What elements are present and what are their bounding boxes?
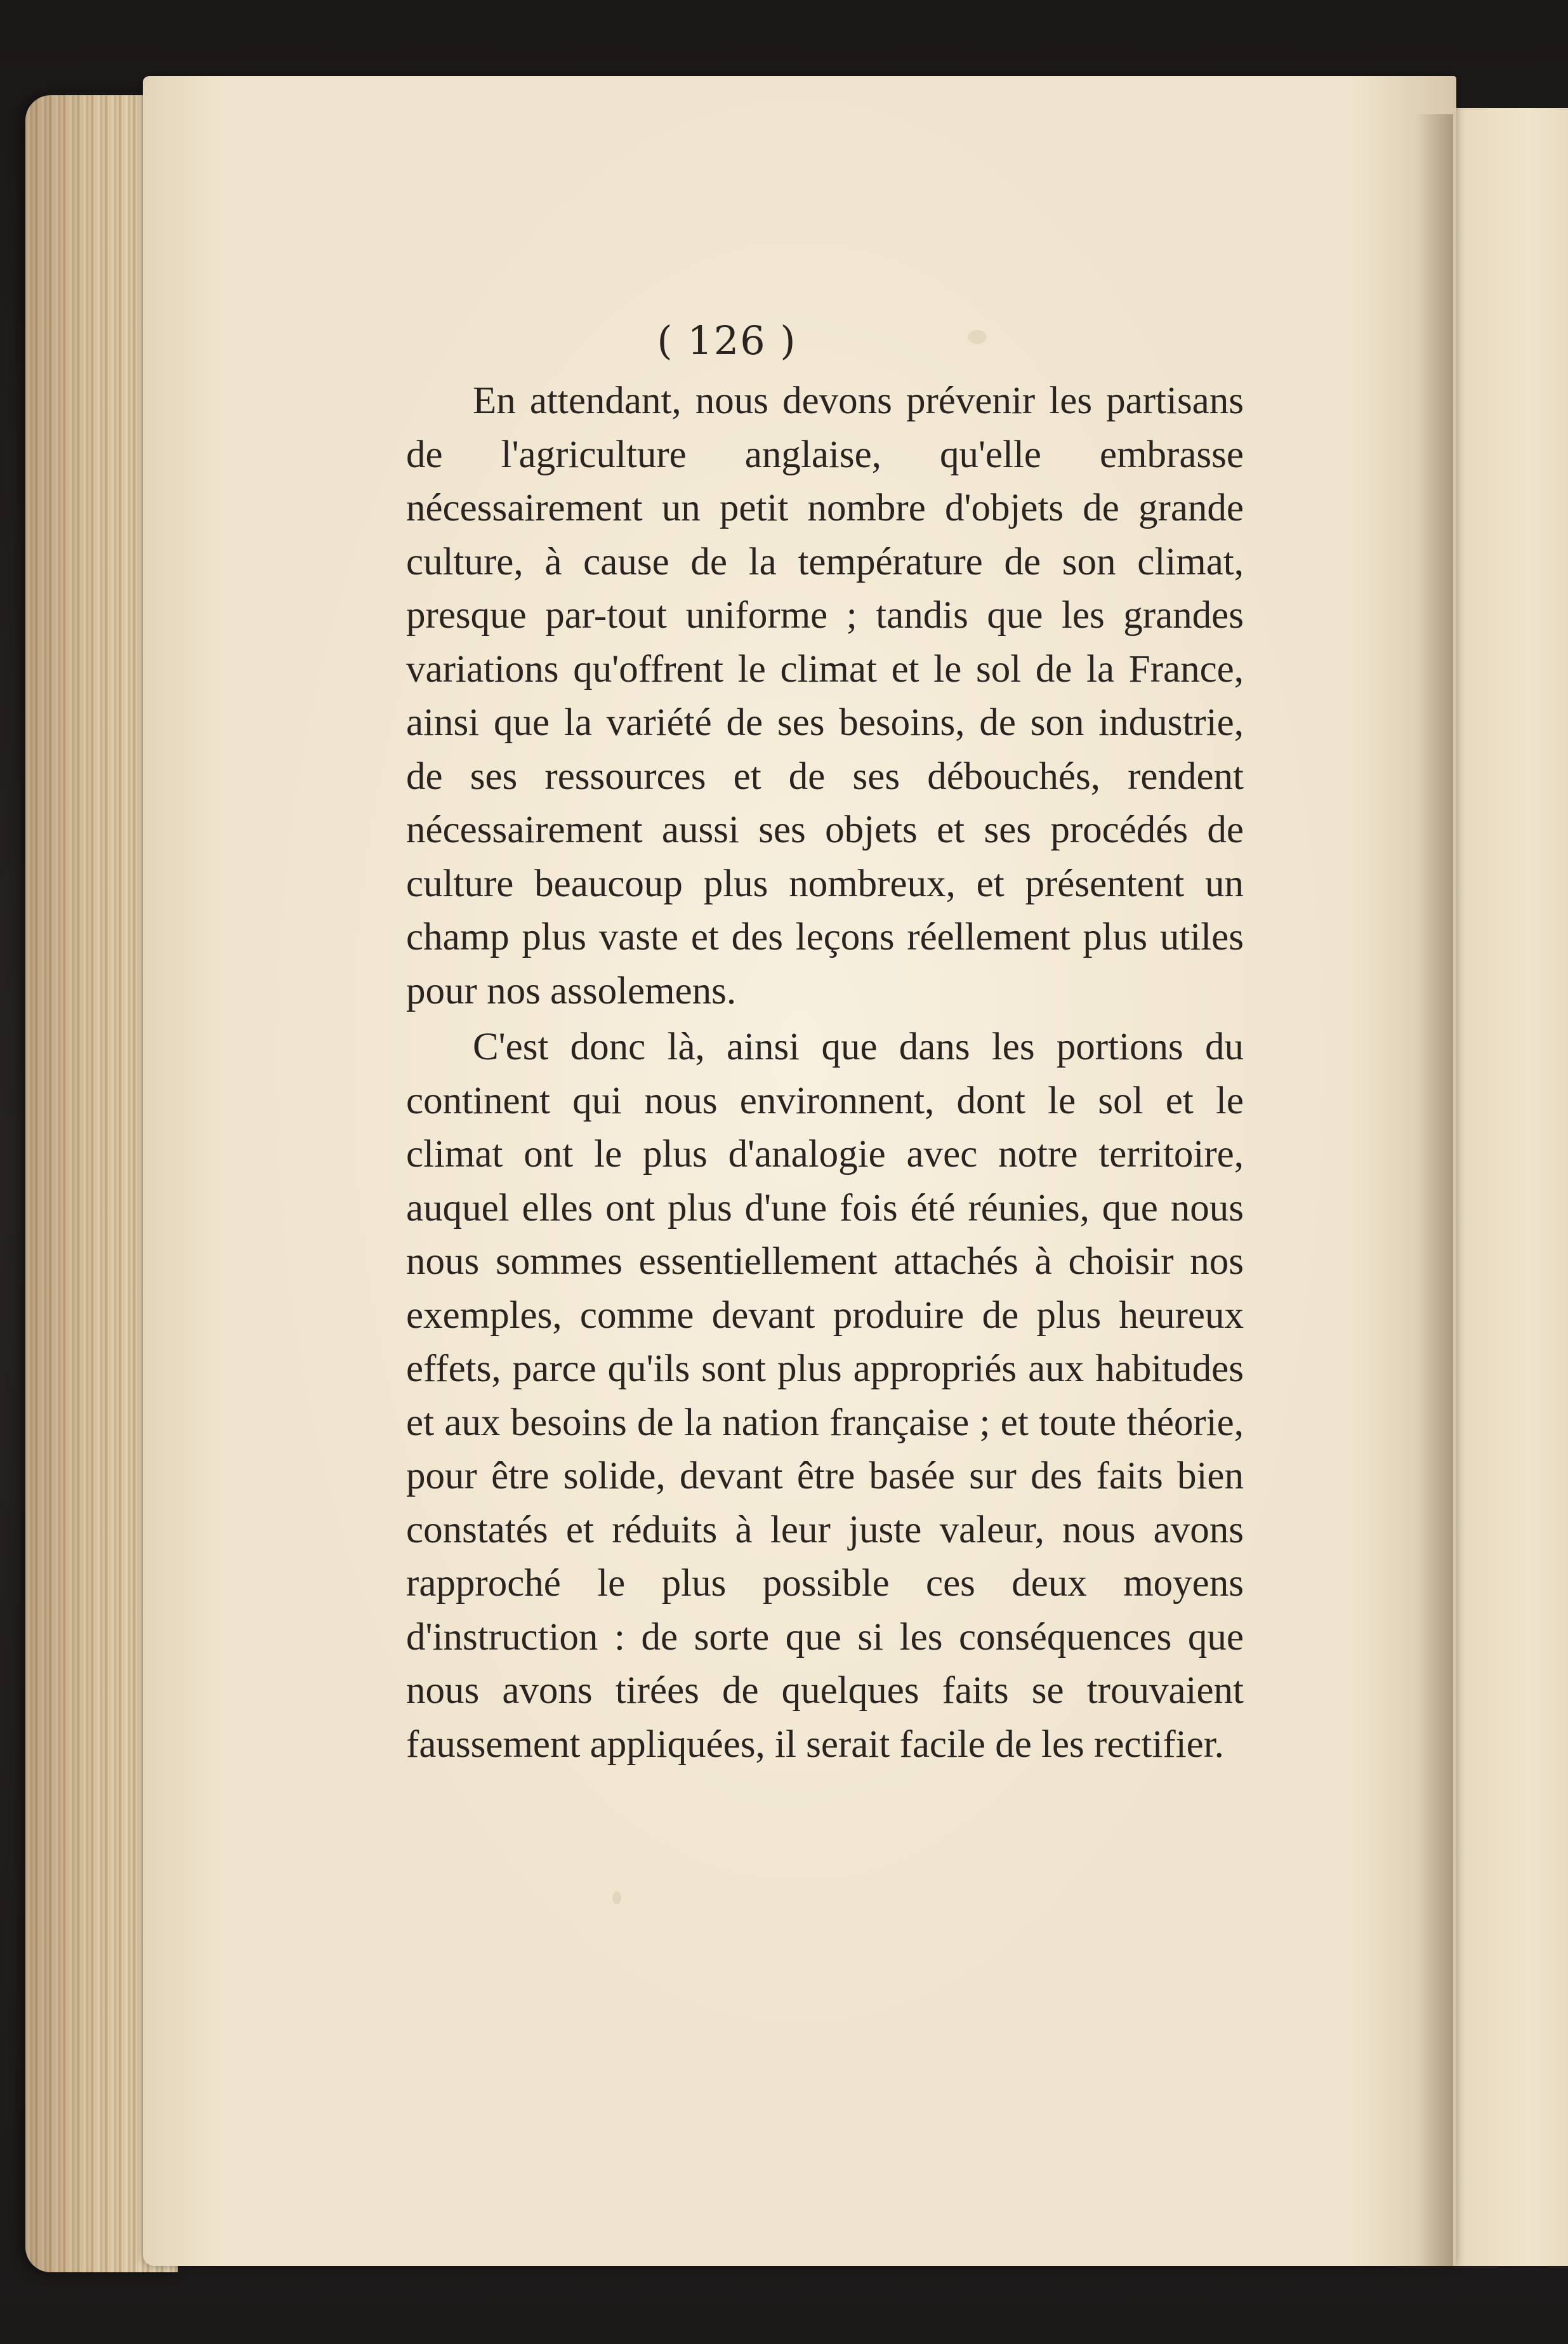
body-text — [406, 374, 1244, 1771]
paragraph: En attendant, nous devons prévenir les partisans de l'agriculture anglaise, qu'elle embrasse nécessairement un petit nombre d'objets de grande culture, à cause de la température de son climat, presque par-tout uniforme ; tandis que les grandes variations qu'offrent le climat et le sol de la France, ainsi que la variété de ses besoins, de son industrie, de ses ressources et de ses débouchés, rendent nécessairement aussi ses objets et ses procédés de culture beaucoup plus nombreux, et présentent un champ plus vaste et des leçons réellement plus utiles pour nos assolemens. — [406, 380, 1244, 1012]
paragraph: C'est donc là, ainsi que dans les portions du continent qui nous environnent, dont le sol et le climat ont le plus d'analogie avec notre territoire, auquel elles ont plus d'une fois été réunies, que nous nous sommes essentiellement attachés à choisir nos exemples, comme devant produire de plus heureux effets, parce qu'ils sont plus appropriés aux habitudes et aux besoins de la nation française ; et toute théorie, pour être solide, devant être basée sur des faits bien constatés et réduits à leur juste valeur, nous avons rapproché le plus possible ces deux moyens d'instruction : de sorte que si les conséquences que nous avons tirées de quelques faits se trouvaient faussement appliquées, il serait facile de les rectifier. — [406, 1026, 1244, 1766]
gutter-shadow — [1415, 114, 1453, 2266]
paper-spot — [612, 1891, 621, 1904]
page-number: ( 126 ) — [657, 317, 797, 364]
facing-page-edge — [1440, 108, 1568, 2266]
